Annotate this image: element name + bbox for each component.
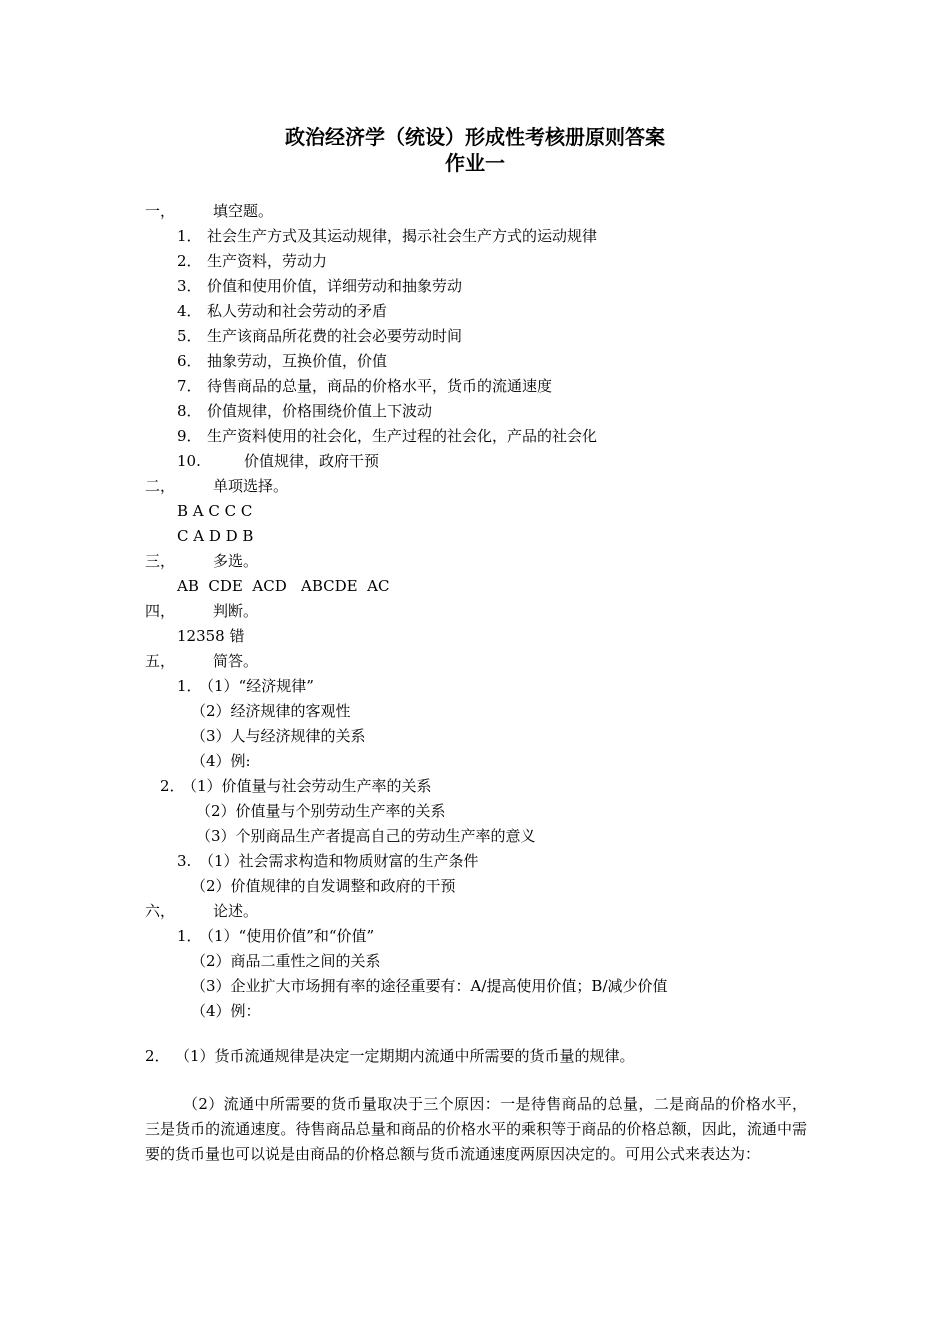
item-text: 社会生产方式及其运动规律，揭示社会生产方式的运动规律 [207, 227, 598, 245]
item-text: 价值规律，价格围绕价值上下波动 [207, 402, 433, 420]
question-line [177, 926, 374, 946]
question-line: （3）个别商品生产者提高自己的劳动生产率的意义 [196, 827, 536, 845]
list-item [177, 401, 432, 421]
question-line: （3）企业扩大市场拥有率的途径重要有：A/提高使用价值；B/减少价值 [191, 977, 668, 995]
question-number: 2． [145, 1047, 170, 1065]
section-number: 六， [145, 902, 176, 920]
section-heading-essay [145, 901, 258, 921]
question-number: 2． [160, 777, 185, 795]
answer-row: AB CDE ACD ABCDE AC [177, 577, 390, 595]
list-item [177, 226, 597, 246]
question-text: （1）价值量与社会劳动生产率的关系 [182, 777, 432, 795]
list-item [177, 426, 597, 446]
section-heading-true-false [145, 601, 258, 621]
list-item [177, 251, 327, 271]
item-text: 价值规律，政府干预 [244, 452, 380, 470]
question-line: （3）人与经济规律的关系 [191, 727, 366, 745]
answer-row: 12358 错 [177, 627, 245, 645]
answer-row: B A C C C [177, 502, 253, 520]
section-heading-fill-blank [145, 201, 273, 221]
section-title: 判断。 [213, 602, 259, 620]
list-item [177, 326, 462, 346]
item-number: 5． [177, 327, 202, 345]
item-number: 7． [177, 377, 202, 395]
list-item [177, 376, 552, 396]
item-number: 3． [177, 277, 202, 295]
question-line [177, 851, 479, 871]
item-text: 生产资料，劳动力 [207, 252, 328, 270]
document-title: 政治经济学（统设）形成性考核册原则答案 [285, 125, 665, 149]
item-number: 2． [177, 252, 202, 270]
question-text: （1）“经济规律” [199, 677, 314, 695]
list-item [177, 301, 387, 321]
section-number: 一， [145, 202, 176, 220]
section-number: 二， [145, 477, 176, 495]
item-text: 待售商品的总量，商品的价格水平，货币的流通速度 [207, 377, 553, 395]
section-number: 五， [145, 652, 176, 670]
section-number: 三， [145, 552, 176, 570]
question-number: 3. [177, 852, 192, 870]
section-heading-multiple-choice [145, 551, 258, 571]
question-line: （2）经济规律的客观性 [191, 702, 351, 720]
item-number: 9． [177, 427, 202, 445]
question-line: （2）价值规律的自发调整和政府的干预 [191, 877, 456, 895]
list-item [177, 276, 462, 296]
item-text: 私人劳动和社会劳动的矛盾 [207, 302, 388, 320]
list-item [177, 351, 387, 371]
section-number: 四， [145, 602, 176, 620]
answer-row: C A D D B [177, 527, 254, 545]
question-line [145, 1046, 635, 1066]
document-subtitle: 作业一 [445, 151, 505, 175]
section-title: 填空题。 [213, 202, 274, 220]
section-title: 简答。 [213, 652, 259, 670]
answer-paragraph: （2）流通中所需要的货币量取决于三个原因：一是待售商品的总量，二是商品的价格水平，三是货币的流通速度。待售商品总量和商品的价格水平的乘积等于商品的价格总额，因此，流通中需要的货币量也可以说是由商品的价格总额与货币流通速度两原因决定的。可用公式来表达为： [145, 1095, 807, 1163]
item-text: 生产该商品所花费的社会必要劳动时间 [207, 327, 463, 345]
question-number: 1． [177, 677, 202, 695]
question-line: （2）价值量与个别劳动生产率的关系 [196, 802, 446, 820]
question-line [177, 676, 314, 696]
section-title: 多选。 [213, 552, 259, 570]
question-line: （4）例： [191, 1002, 261, 1020]
section-title: 单项选择。 [213, 477, 289, 495]
question-text: （1）“使用价值”和“价值” [199, 927, 375, 945]
item-number: 6． [177, 352, 202, 370]
item-text: 抽象劳动，互换价值，价值 [207, 352, 388, 370]
section-heading-short-answer [145, 651, 258, 671]
list-item [177, 451, 379, 471]
item-number: 10. [177, 452, 201, 470]
section-title: 论述。 [213, 902, 259, 920]
section-heading-single-choice [145, 476, 288, 496]
question-text: （1）货币流通规律是决定一定期期内流通中所需要的货币量的规律。 [175, 1047, 635, 1065]
question-line: （4）例: [191, 752, 251, 770]
question-text: （1）社会需求构造和物质财富的生产条件 [199, 852, 479, 870]
question-number: 1． [177, 927, 202, 945]
item-text: 生产资料使用的社会化，生产过程的社会化，产品的社会化 [207, 427, 598, 445]
item-number: 1． [177, 227, 202, 245]
question-line [160, 776, 432, 796]
item-number: 4． [177, 302, 202, 320]
item-number: 8． [177, 402, 202, 420]
item-text: 价值和使用价值，详细劳动和抽象劳动 [207, 277, 463, 295]
question-line: （2）商品二重性之间的关系 [191, 952, 381, 970]
